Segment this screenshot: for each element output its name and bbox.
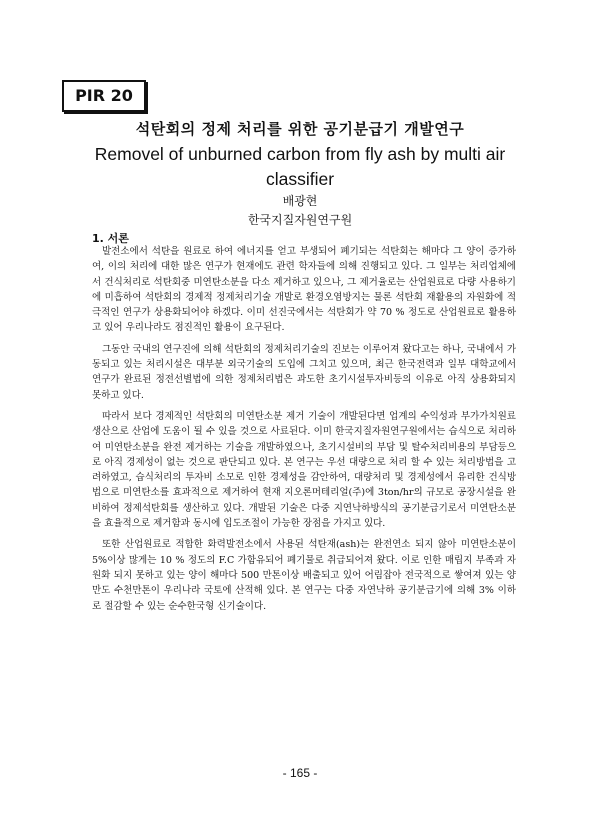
pir-tag: PIR 20 <box>62 80 146 112</box>
author: 배광현 <box>282 194 318 208</box>
english-title: Removel of unburned carbon from fly ash by multi air classifier <box>94 144 506 189</box>
body-text <box>92 244 516 620</box>
paragraph: 또한 산업원료로 적합한 화력발전소에서 사용된 석탄재(ash)는 완전연소 되지 않아 미연탄소분이 5%이상 많게는 10 % 정도의 F.C 가함유되어 폐기물로 취급되어져 왔다. 이로 인한 매립지 부족과 자원화 되지 못하고 있는 양이 해마다 500 만톤이상 배출되고 있어 어림잡아 전국적으로 쌓여져 있는 양만도 수천만톤이 우리나라 국토에 산적해 있다. 본 연구는 다중 자연낙하 공기분급기에 의해 3% 이하로 절감할 수 있는 순수한국형 신기술이다. <box>92 539 516 612</box>
page-number: - 165 - <box>282 766 318 780</box>
paragraph: 따라서 보다 경제적인 석탄회의 미연탄소분 제거 기술이 개발된다면 업계의 수익성과 부가가치원료 생산으로 산업에 도움이 될 수 있을 것으로 사료된다. 이미 한국지질자원연구원에서는 습식으로 처리하여 미연탄소분을 완전 제거하는 기술을 개발하였으나, 초기시설비의 부담 및 탈수처리비용의 부담등으로 아직 경제성이 없는 것으로 판단되고 있다. 본 연구는 우선 대량으로 처리 할 수 있는 처리방법을 고려하였고, 습식처리의 투자비 소모로 인한 경제성을 감안하여, 대량처리 및 경제성에서 유리한 건식방법으로 미연탄소를 효과적으로 제거하여 현재 지오론머테리얼(주)에 3ton/hr의 규모로 공장시설을 완비하여 정제석탄회를 생산하고 있다. 개발된 기술은 다중 지연낙하방식의 공기분급기로서 미연탄소분을 효율적으로 제거함과 동시에 입도조절이 가능한 장점을 가지고 있다. <box>92 410 516 530</box>
paragraph: 발전소에서 석탄을 원료로 하여 에너지를 얻고 부생되어 폐기되는 석탄회는 해마다 그 양이 증가하여, 이의 처리에 대한 많은 연구가 현재에도 관련 학자들에 의해 진행되고 있다. 그 일부는 처리업체에서 건식처리로 석탄회중 미연탄소분을 다소 제거하고 있으나, 그 제거율로는 산업원료로 다량 사용하기에 미흡하여 석탄회의 경제적 정제처리기술 개발로 환경오염방지는 물론 석탄회 재활용의 자원화에 적극적인 연구가 상용화되어야 하겠다. 이미 선진국에서는 석탄회가 약 70 % 정도로 산업원료로 활용하고 있어 우리나라도 점진적인 활용이 요구된다. <box>92 246 516 334</box>
affiliation: 한국지질자원연구원 <box>247 213 353 227</box>
korean-title: 석탄회의 정제 처리를 위한 공기분급기 개발연구 <box>135 120 465 138</box>
paragraph: 그동안 국내의 연구진에 의해 석탄회의 정제처리기술의 진보는 이루어져 왔다고는 하나, 국내에서 가동되고 있는 처리시설은 대부분 외국기술의 도입에 그치고 있으며, 최근 한국전력과 일부 대학교에서 연구가 완료된 정전선별법에 의한 정제처리법은 과도한 초기시설투자비등의 이유로 아직 상용화되지 못하고 있다. <box>92 343 516 401</box>
section-heading: 1. 서론 <box>92 232 129 245</box>
